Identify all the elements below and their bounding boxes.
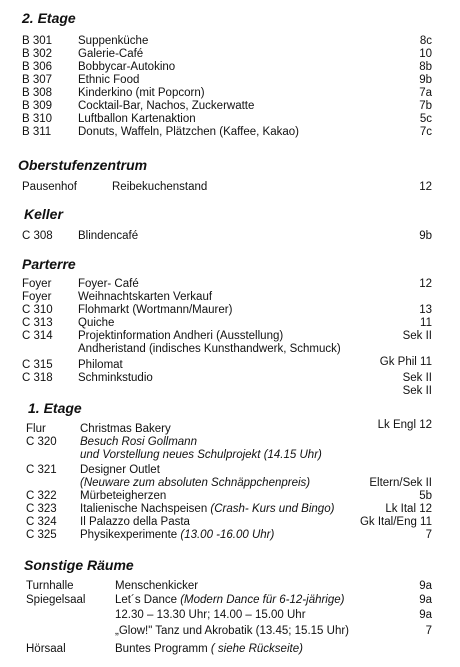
activity-cell: Luftballon Kartenaktion — [78, 113, 196, 125]
table-row — [0, 516, 460, 529]
section-heading-keller: Keller — [24, 206, 63, 222]
room-cell: Foyer — [22, 291, 52, 303]
class-cell: Lk Ital 12 — [385, 503, 432, 515]
activity-cell: Philomat — [78, 359, 123, 371]
class-cell: 9a — [419, 580, 432, 592]
class-cell: 9b — [419, 74, 432, 86]
table-row — [0, 449, 460, 462]
activity-cell — [115, 643, 303, 655]
room-cell: C 325 — [26, 529, 57, 541]
activity-cell: und Vorstellung neues Schulprojekt (14.15 Uhr) — [80, 449, 322, 461]
class-cell: Sek II — [402, 372, 432, 384]
activity-cell: Mürbeteigherzen — [80, 490, 167, 502]
room-cell: B 308 — [22, 87, 53, 99]
table-row — [0, 503, 460, 516]
class-cell: 7b — [419, 100, 432, 112]
activity-cell: Christmas Bakery — [80, 423, 171, 435]
class-cell: 8b — [419, 61, 432, 73]
activity-text: Let´s Dance — [115, 594, 178, 606]
table-row — [0, 35, 460, 48]
activity-note: (Crash- Kurs und Bingo) — [210, 503, 335, 515]
table-row — [0, 477, 460, 490]
table-row — [0, 291, 460, 304]
activity-cell: Weihnachtskarten Verkauf — [78, 291, 213, 303]
activity-cell: 12.30 – 13.30 Uhr; 14.00 – 15.00 Uhr — [115, 609, 306, 621]
activity-cell: Bobbycar-Autokino — [78, 61, 176, 73]
class-cell: Lk Engl 12 — [377, 419, 432, 431]
table-row — [0, 580, 460, 593]
room-cell: B 307 — [22, 74, 53, 86]
activity-cell: „Glow!" Tanz und Akrobatik (13.45; 15.15 Uhr) — [115, 625, 349, 637]
activity-cell: Foyer- Café — [78, 278, 139, 290]
room-cell: Pausenhof — [22, 181, 77, 193]
activity-cell — [115, 594, 345, 606]
room-cell: Turnhalle — [26, 580, 74, 592]
room-cell: C 315 — [22, 359, 53, 371]
class-cell: 5c — [419, 113, 432, 125]
table-row — [0, 490, 460, 503]
class-cell: 7a — [419, 87, 432, 99]
activity-cell: Schminkstudio — [78, 372, 153, 384]
class-cell: 7 — [425, 625, 432, 637]
activity-cell: Menschenkicker — [115, 580, 199, 592]
table-row — [0, 609, 460, 622]
class-cell: 7 — [425, 529, 432, 541]
activity-cell: Il Palazzo della Pasta — [80, 516, 190, 528]
table-row — [0, 48, 460, 61]
class-cell: 12 — [419, 278, 432, 290]
room-cell: C 310 — [22, 304, 53, 316]
room-cell: B 309 — [22, 100, 53, 112]
room-cell: Flur — [26, 423, 46, 435]
class-cell: 5b — [419, 490, 432, 502]
room-cell: C 318 — [22, 372, 53, 384]
table-row — [0, 529, 460, 542]
room-cell: C 321 — [26, 464, 57, 476]
class-cell: 10 — [419, 48, 432, 60]
class-cell: 13 — [419, 304, 432, 316]
activity-cell: Ethnic Food — [78, 74, 140, 86]
table-row — [0, 181, 460, 194]
table-row — [0, 113, 460, 126]
class-cell: 11 — [420, 317, 432, 329]
activity-cell: Quiche — [78, 317, 115, 329]
room-cell: Spiegelsaal — [26, 594, 86, 606]
activity-note: ( siehe Rückseite) — [210, 643, 303, 655]
room-cell: B 306 — [22, 61, 53, 73]
section-heading-2-etage: 2. Etage — [22, 10, 76, 26]
class-cell: Sek II — [402, 330, 432, 342]
section-heading-1-etage: 1. Etage — [28, 400, 82, 416]
class-cell: 9a — [419, 594, 432, 606]
room-cell: C 308 — [22, 230, 53, 242]
room-cell: Foyer — [22, 278, 52, 290]
room-cell: C 322 — [26, 490, 57, 502]
room-cell: C 323 — [26, 503, 57, 515]
room-cell: B 302 — [22, 48, 53, 60]
room-cell: C 320 — [26, 436, 57, 448]
activity-note: (Modern Dance für 6-12-jährige) — [180, 594, 345, 606]
table-row — [0, 436, 460, 449]
table-row — [0, 61, 460, 74]
table-row — [0, 87, 460, 100]
activity-text: Buntes Programm — [115, 643, 208, 655]
class-cell: Gk Ital/Eng 11 — [359, 516, 432, 528]
activity-cell: Designer Outlet — [80, 464, 160, 476]
table-row — [0, 126, 460, 139]
activity-text: Italienische Nachspeisen — [80, 503, 208, 515]
activity-cell: Projektinformation Andheri (Ausstellung) — [78, 330, 284, 342]
activity-cell: Cocktail-Bar, Nachos, Zuckerwatte — [78, 100, 255, 112]
activity-cell — [80, 529, 274, 541]
activity-text: Physikexperimente — [80, 529, 178, 541]
section-heading-sonstige-raeume: Sonstige Räume — [24, 557, 134, 573]
table-row — [0, 643, 460, 656]
table-row — [0, 464, 460, 477]
table-row — [0, 419, 460, 436]
activity-cell: Flohmarkt (Wortmann/Maurer) — [78, 304, 233, 316]
section-heading-parterre: Parterre — [22, 256, 76, 272]
table-row — [0, 372, 460, 397]
section-heading-oberstufenzentrum: Oberstufenzentrum — [18, 157, 148, 173]
table-row — [0, 230, 460, 243]
table-row — [0, 330, 460, 343]
class-cell: 12 — [419, 181, 432, 193]
activity-cell: Galerie-Café — [78, 48, 144, 60]
table-row — [0, 594, 460, 607]
class-cell: 9b — [419, 230, 432, 242]
table-row — [0, 317, 460, 330]
room-cell: B 310 — [22, 113, 53, 125]
activity-cell: Suppenküche — [78, 35, 149, 47]
activity-cell: Reibekuchenstand — [112, 181, 208, 193]
table-row — [0, 278, 460, 291]
activity-cell: (Neuware zum absoluten Schnäppchenpreis) — [80, 477, 311, 489]
class-cell: Sek II — [402, 385, 432, 397]
room-cell: B 311 — [22, 126, 52, 138]
table-row — [0, 304, 460, 317]
activity-cell: Besuch Rosi Gollmann — [80, 436, 197, 448]
room-cell: C 324 — [26, 516, 57, 528]
activity-cell: Kinderkino (mit Popcorn) — [78, 87, 205, 99]
room-cell: C 314 — [22, 330, 53, 342]
activity-note: (13.00 -16.00 Uhr) — [180, 529, 275, 541]
class-cell: 8c — [419, 35, 432, 47]
activity-cell: Donuts, Waffeln, Plätzchen (Kaffee, Kakao) — [78, 126, 299, 138]
room-cell: C 313 — [22, 317, 53, 329]
table-row — [0, 625, 460, 638]
class-cell: 9a — [419, 609, 432, 621]
activity-cell: Andheristand (indisches Kunsthandwerk, Schmuck) — [78, 343, 341, 355]
class-cell: 7c — [419, 126, 432, 138]
class-cell: Eltern/Sek II — [369, 477, 432, 489]
table-row — [0, 100, 460, 113]
class-cell: Gk Phil 11 — [379, 356, 432, 368]
activity-cell: Blindencafé — [78, 230, 139, 242]
activity-cell — [80, 503, 334, 515]
room-cell: Hörsaal — [26, 643, 66, 655]
room-cell: B 301 — [22, 35, 53, 47]
table-row — [0, 74, 460, 87]
